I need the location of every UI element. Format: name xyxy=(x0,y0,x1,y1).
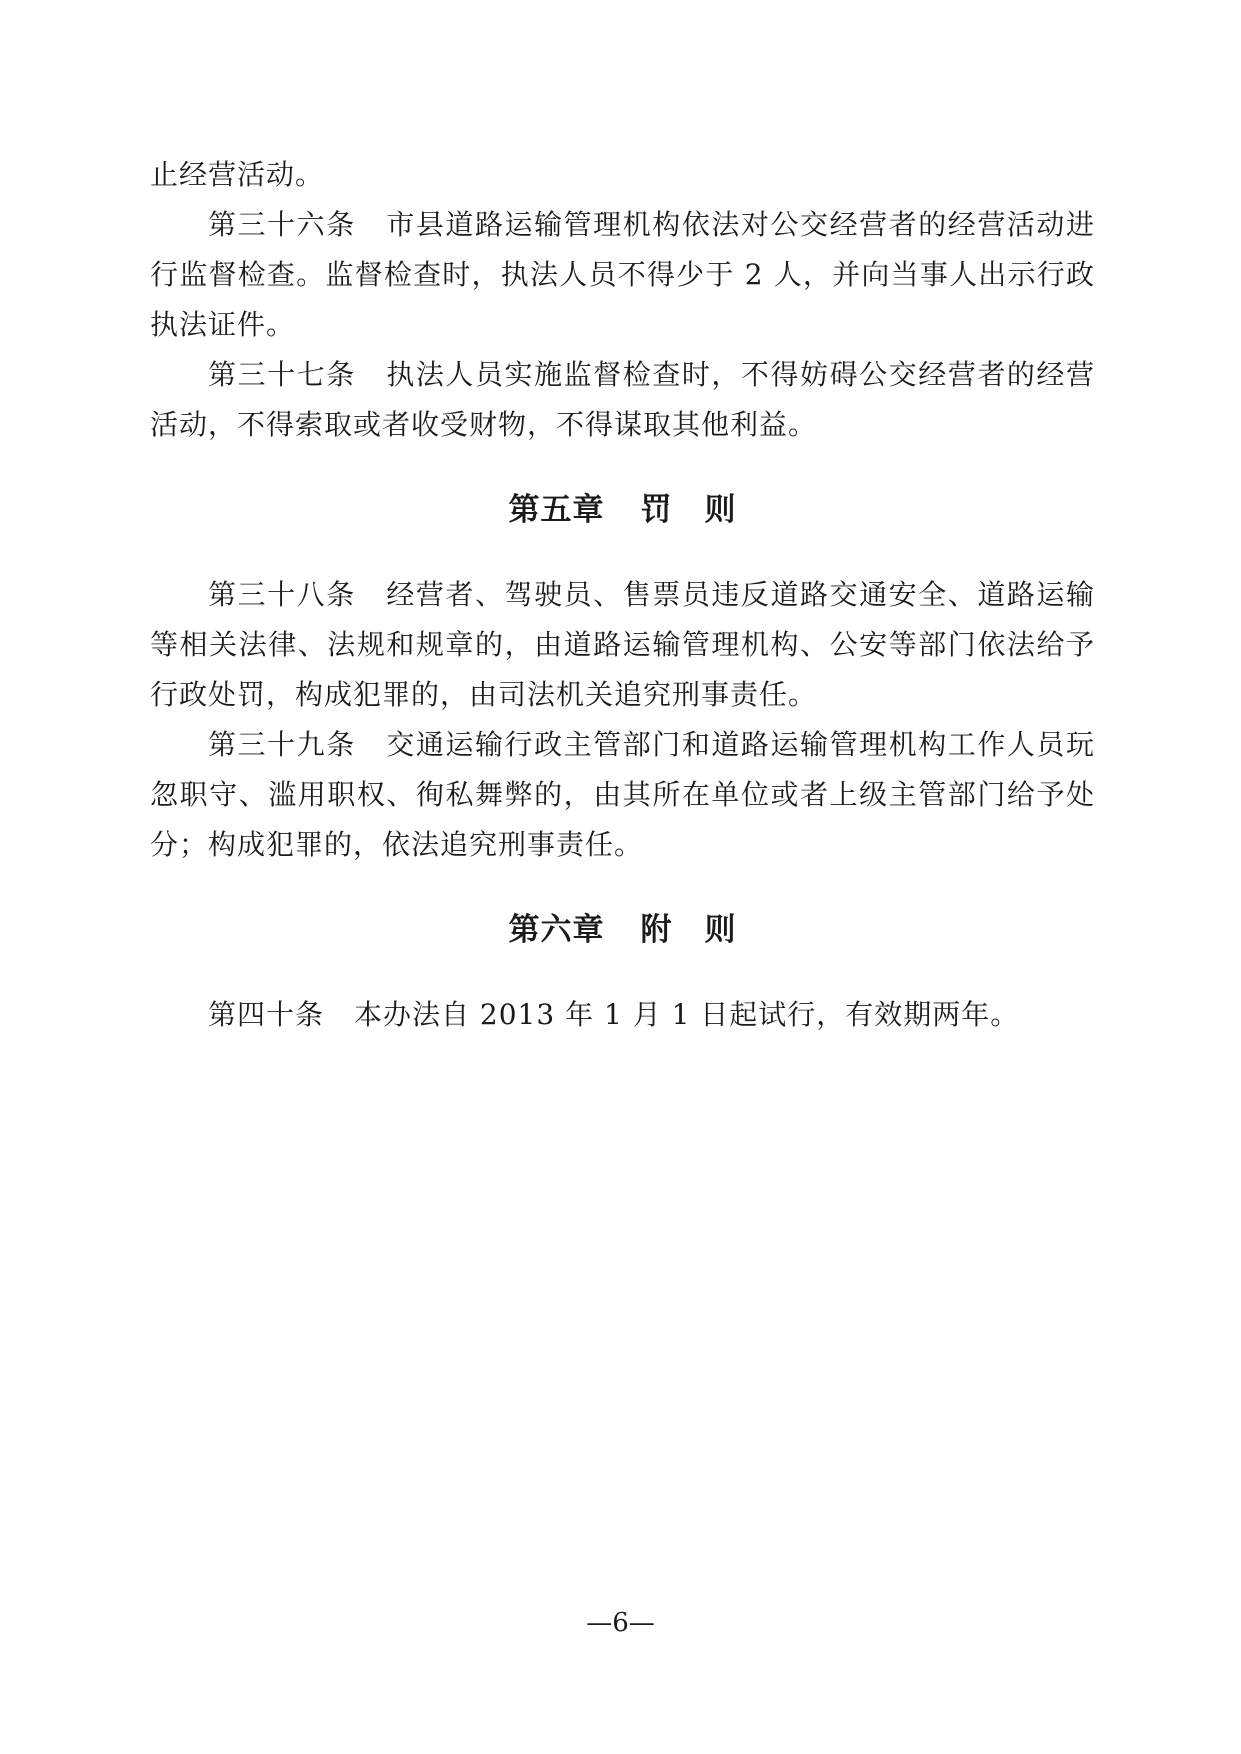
article-38-line-2: 等相关法律、法规和规章的，由道路运输管理机构、公安等部门依法给予 xyxy=(150,628,1095,661)
article-39-line-3: 分；构成犯罪的，依法追究刑事责任。 xyxy=(150,828,644,861)
article-37-line-1 xyxy=(150,350,1095,400)
article-40-text: 本办法自 2013 年 1 月 1 日起试行，有效期两年。 xyxy=(354,998,1020,1031)
article-37-text: 执法人员实施监督检查时，不得妨碍公交经营者的经营 xyxy=(385,358,1095,391)
article-38-text: 经营者、驾驶员、售票员违反道路交通安全、道路运输 xyxy=(385,578,1095,611)
chapter-5-heading xyxy=(150,480,1095,540)
article-37-number: 第三十七条 xyxy=(208,358,356,391)
article-40-line-1 xyxy=(150,990,1095,1040)
article-38-line-3: 行政处罚，构成犯罪的，由司法机关追究刑事责任。 xyxy=(150,678,818,711)
chapter-5-title: 罚 则 xyxy=(640,492,737,528)
article-38-line-1 xyxy=(150,570,1095,620)
article-36-line-1 xyxy=(150,200,1095,250)
chapter-6-title: 附 则 xyxy=(640,912,737,948)
document-page xyxy=(150,150,1095,1040)
chapter-6-number: 第六章 xyxy=(508,912,605,948)
article-39-line-2: 忽职守、滥用职权、徇私舞弊的，由其所在单位或者上级主管部门给予处 xyxy=(150,778,1095,811)
article-39-text: 交通运输行政主管部门和道路运输管理机构工作人员玩 xyxy=(385,728,1095,761)
article-36-line-3: 执法证件。 xyxy=(150,308,296,341)
article-38-number: 第三十八条 xyxy=(208,578,356,611)
article-39-line-1 xyxy=(150,720,1095,770)
article-40-number: 第四十条 xyxy=(208,998,325,1031)
article-36-number: 第三十六条 xyxy=(208,208,356,241)
chapter-6-heading xyxy=(150,900,1095,960)
page-number: —6— xyxy=(586,1608,655,1638)
article-36-line-2: 行监督检查。监督检查时，执法人员不得少于 2 人，并向当事人出示行政 xyxy=(150,258,1095,291)
article-39-number: 第三十九条 xyxy=(208,728,356,761)
article-37-line-2: 活动，不得索取或者收受财物，不得谋取其他利益。 xyxy=(150,408,818,441)
text-line: 止经营活动。 xyxy=(150,158,325,191)
chapter-5-number: 第五章 xyxy=(508,492,605,528)
article-36-text: 市县道路运输管理机构依法对公交经营者的经营活动进 xyxy=(385,208,1095,241)
